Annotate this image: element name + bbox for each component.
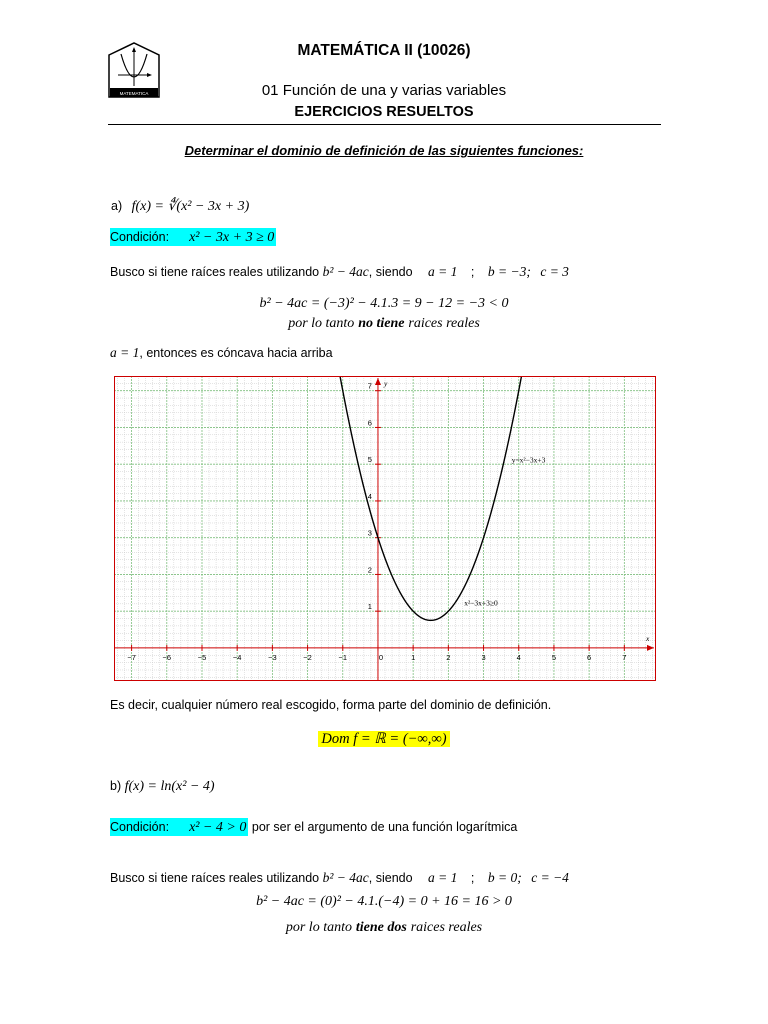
part-b-disc-expr: b² − 4ac xyxy=(322,870,369,885)
logo-text: MATEMATICA xyxy=(119,91,149,96)
part-a-conclusion xyxy=(0,314,768,332)
x-tick-label: 4 xyxy=(516,652,521,662)
part-a-concavity-math: a = 1 xyxy=(110,345,140,360)
y-tick-label: 5 xyxy=(367,455,372,465)
part-a-label: a) xyxy=(111,199,123,213)
y-tick-label: 4 xyxy=(367,491,372,501)
y-tick-label: 6 xyxy=(367,418,372,428)
part-b-disc-calc: b² − 4ac = (0)² − 4.1.(−4) = 0 + 16 = 16 > 0 xyxy=(256,894,512,909)
part-a-disc-expr: b² − 4ac xyxy=(322,264,369,279)
part-a-condition-label: Condición: xyxy=(110,230,170,244)
y-tick-label: 7 xyxy=(367,381,372,391)
x-tick-label: 0 xyxy=(378,652,384,662)
part-b-roots-line: Busco si tiene raíces reales utilizando b² − 4ac, siendo a = 1 ; b = 0; c = −4 xyxy=(110,870,569,885)
x-tick-label: −7 xyxy=(127,652,136,662)
x-tick-label: 5 xyxy=(551,652,557,662)
y-axis-arrow xyxy=(375,378,381,385)
part-a-coef-b: b = −3; xyxy=(487,264,531,279)
part-a-statement xyxy=(111,198,249,215)
part-b-condition-label: Condición: xyxy=(110,820,170,834)
part-b-statement xyxy=(110,779,215,795)
part-a-condition xyxy=(110,230,276,246)
course-title: MATEMÁTICA II (10026) xyxy=(297,42,471,59)
part-b-condition-reason: por ser el argumento de una función logarítmica xyxy=(251,820,518,834)
part-a-function: f(x) = ∜(x² − 3x + 3) xyxy=(131,199,250,214)
part-b-conclusion xyxy=(0,918,768,936)
part-a-domain-text: Es decir, cualquier número real escogido, forma parte del dominio de definición. xyxy=(110,698,552,712)
x-tick-label: 2 xyxy=(446,652,451,662)
unit-title: 01 Función de una y varias variables xyxy=(261,82,507,99)
x-tick-label: −2 xyxy=(303,652,312,662)
section-title: EJERCICIOS RESUELTOS xyxy=(294,104,474,120)
part-b-coef-c: c = −4 xyxy=(531,870,569,885)
part-b-siendo: , siendo xyxy=(368,871,413,885)
series-label: y=x²−3x+3 xyxy=(511,455,546,465)
part-a-roots-text: Busco si tiene raíces reales utilizando xyxy=(110,265,320,279)
part-a-domain-result-wrap xyxy=(0,730,768,748)
x-tick-label: −4 xyxy=(232,652,242,662)
x-tick-label: −6 xyxy=(162,652,172,662)
exercise-heading: Determinar el dominio de definición de las siguientes funciones: xyxy=(184,143,584,158)
part-a-coef-c: c = 3 xyxy=(540,264,569,279)
part-a-conclusion-post: raices reales xyxy=(408,316,480,331)
part-a-concavity xyxy=(110,345,333,361)
part-a-siendo: , siendo xyxy=(368,265,413,279)
x-tick-label: −1 xyxy=(338,652,348,662)
y-tick-label: 1 xyxy=(367,602,372,612)
part-a-conclusion-bold: no tiene xyxy=(358,316,405,331)
parabola-chart xyxy=(114,376,656,681)
part-a-roots-line: Busco si tiene raíces reales utilizando b² − 4ac, siendo a = 1 ; b = −3; c = 3 xyxy=(110,264,569,279)
x-tick-label: −5 xyxy=(197,652,207,662)
part-b-coef-b: b = 0; xyxy=(487,870,522,885)
part-b-conclusion-pre: por lo tanto xyxy=(285,920,352,935)
x-axis-label: x xyxy=(646,633,650,643)
x-tick-label: 1 xyxy=(411,652,416,662)
x-tick-label: 3 xyxy=(481,652,486,662)
part-a-concavity-text: , entonces es cóncava hacia arriba xyxy=(139,346,333,360)
part-a-domain-result: Dom f = ℝ = (−∞,∞) xyxy=(318,731,449,747)
part-a-condition-expr: x² − 3x + 3 ≥ 0 xyxy=(189,230,275,245)
x-tick-label: 6 xyxy=(587,652,592,662)
y-axis-label: y xyxy=(383,379,388,388)
part-b-conclusion-post: raices reales xyxy=(410,920,483,935)
x-tick-label: −3 xyxy=(268,652,277,662)
part-b-function: f(x) = ln(x² − 4) xyxy=(124,779,215,794)
x-axis-arrow xyxy=(647,645,654,651)
header-divider xyxy=(108,124,661,125)
part-b-coef-a: a = 1 xyxy=(428,870,458,885)
region-label: x²−3x+3≥0 xyxy=(464,598,498,608)
part-a-conclusion-pre: por lo tanto xyxy=(288,316,355,331)
part-b-condition xyxy=(110,820,517,836)
part-b-condition-expr: x² − 4 > 0 xyxy=(189,820,247,835)
y-tick-label: 2 xyxy=(367,565,372,575)
part-b-roots-text: Busco si tiene raíces reales utilizando xyxy=(110,871,320,885)
part-a-coef-a: a = 1 xyxy=(428,264,458,279)
y-tick-label: 3 xyxy=(367,528,372,538)
x-tick-label: 7 xyxy=(622,652,627,662)
part-b-conclusion-bold: tiene dos xyxy=(355,920,407,935)
part-a-disc-calc: b² − 4ac = (−3)² − 4.1.3 = 9 − 12 = −3 < 0 xyxy=(259,296,509,311)
part-b-label: b) xyxy=(110,779,122,793)
